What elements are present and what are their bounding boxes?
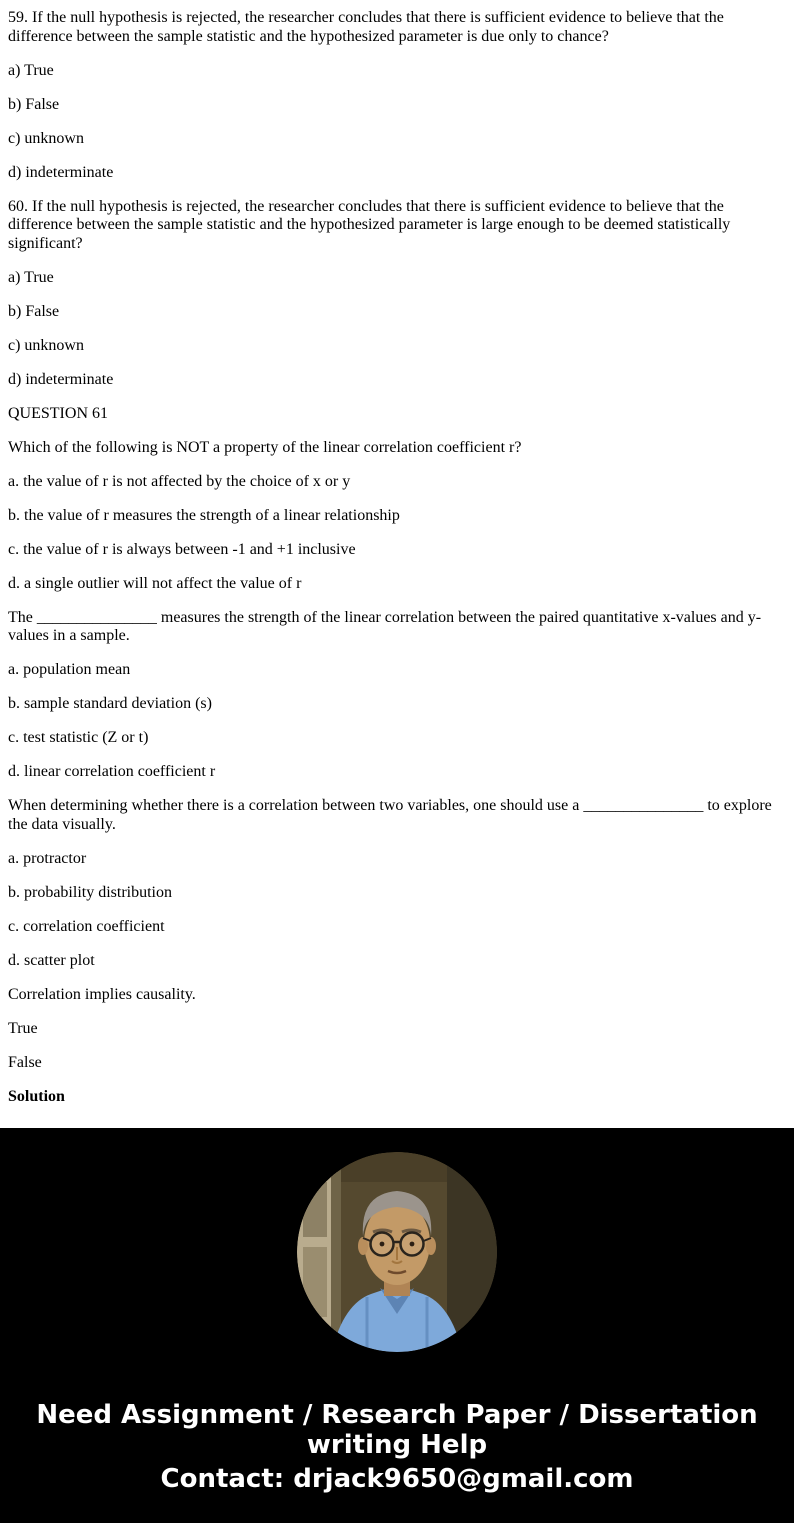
answer-option: b. the value of r measures the strength of a linear relationship	[8, 506, 400, 524]
question-59: 59. If the null hypothesis is rejected, the researcher concludes that there is sufficient evidence to believe that the difference between the sample statistic and the hypothesized parameter is due only to chance?	[8, 9, 724, 45]
footer-heading-line2: writing Help	[306, 1430, 488, 1460]
answer-option: b) False	[8, 95, 60, 113]
question-60: 60. If the null hypothesis is rejected, the researcher concludes that there is sufficient evidence to believe that the difference between the sample statistic and the hypothesized parameter is large enough to be deemed statistically significant?	[8, 197, 731, 252]
answer-option: c) unknown	[8, 336, 84, 354]
answer-option: c) unknown	[8, 129, 84, 147]
answer-option: True	[8, 1019, 38, 1037]
contact-email: Contact: drjack9650@gmail.com	[160, 1464, 634, 1494]
answer-option: a. population mean	[8, 661, 131, 678]
answer-option: a) True	[8, 61, 54, 79]
fill-in-question: When determining whether there is a correlation between two variables, one should use a _______________ to explore the data visually.	[8, 797, 772, 833]
answer-option: a. protractor	[8, 849, 87, 867]
answer-option: c. the value of r is always between -1 and +1 inclusive	[8, 540, 356, 558]
person-portrait-illustration	[297, 1152, 497, 1352]
answer-option: d. a single outlier will not affect the value of r	[8, 574, 302, 592]
instructor-photo	[297, 1152, 497, 1352]
answer-option: b. sample standard deviation (s)	[8, 695, 212, 712]
footer-heading-line1: Need Assignment / Research Paper / Dissertation	[36, 1400, 758, 1430]
answer-option: False	[8, 1053, 42, 1071]
solution-heading: Solution	[8, 1087, 65, 1105]
answer-option: c. correlation coefficient	[8, 917, 165, 935]
footer-banner	[0, 1128, 794, 1523]
answer-option: d) indeterminate	[8, 370, 114, 388]
answer-option: b. probability distribution	[8, 883, 172, 901]
answer-option: d) indeterminate	[8, 163, 114, 181]
question-61-heading: QUESTION 61	[8, 404, 108, 422]
answer-option: b) False	[8, 302, 60, 320]
answer-option: a) True	[8, 268, 54, 286]
statement-question: Correlation implies causality.	[8, 985, 196, 1003]
answer-option: d. linear correlation coefficient r	[8, 763, 216, 780]
answer-option: a. the value of r is not affected by the choice of x or y	[8, 472, 351, 490]
answer-option: c. test statistic (Z or t)	[8, 729, 149, 746]
answer-option: d. scatter plot	[8, 951, 95, 969]
footer-heading	[27, 1400, 767, 1460]
fill-in-question: The _______________ measures the strength of the linear correlation between the paired quantitative x-values and y-values in a sample.	[8, 608, 762, 644]
question-61-text: Which of the following is NOT a property of the linear correlation coefficient r?	[8, 438, 522, 456]
